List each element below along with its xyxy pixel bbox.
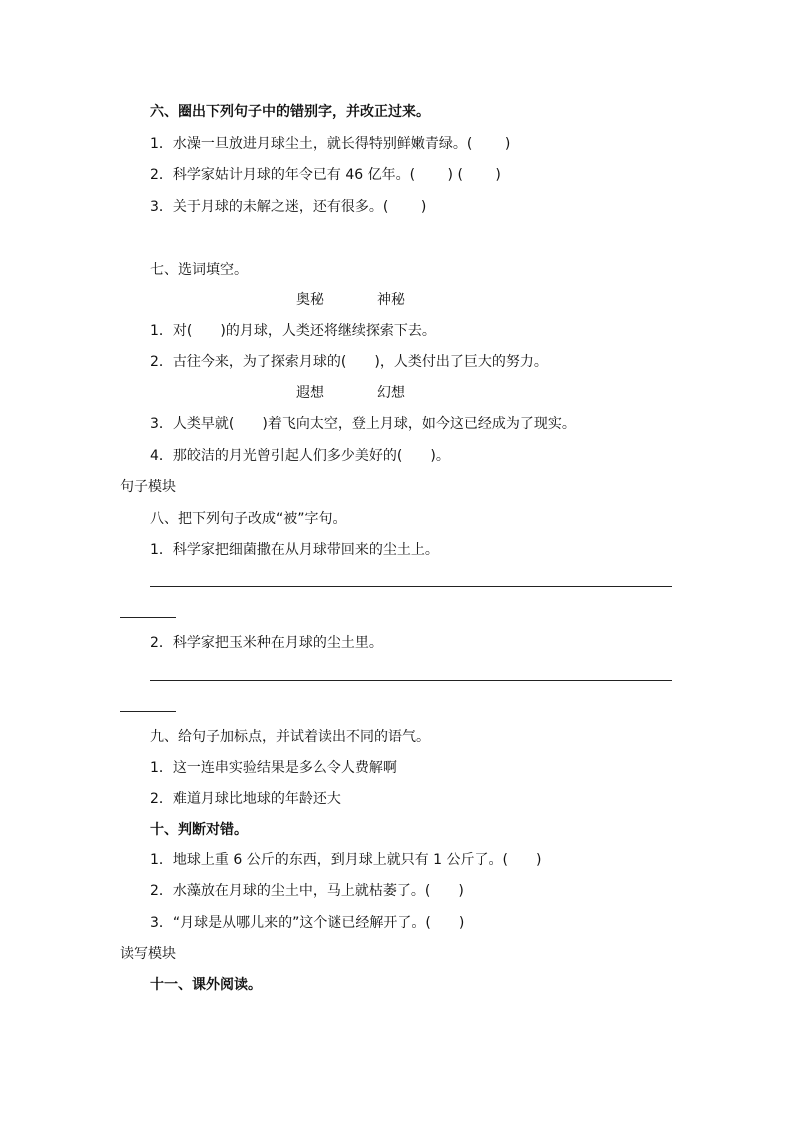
- word-option-aomi: 奥秘: [296, 292, 324, 308]
- word-option-shenmi: 神秘: [377, 292, 405, 308]
- section11-heading: 十一、课外阅读。: [150, 977, 262, 993]
- section6-heading: 六、圈出下列句子中的错别字，并改正过来。: [150, 104, 430, 120]
- section7-item-3: 3．人类早就( )着飞向太空，登上月球，如今这已经成为了现实。: [150, 416, 576, 432]
- answer-line-2a[interactable]: [150, 680, 672, 681]
- section10-item-2: 2．水藻放在月球的尘土中，马上就枯萎了。( ): [150, 883, 464, 899]
- section8-heading: 八、把下列句子改成“被”字句。: [150, 511, 347, 527]
- section9-item-2: 2．难道月球比地球的年龄还大: [150, 791, 341, 807]
- section6-item-3: 3．关于月球的未解之迷，还有很多。( ): [150, 199, 427, 215]
- answer-line-2b[interactable]: [120, 711, 176, 712]
- section8-item-1: 1．科学家把细菌撒在从月球带回来的尘土上。: [150, 542, 439, 558]
- section7-item-2: 2．古往今来，为了探索月球的( )，人类付出了巨大的努力。: [150, 354, 548, 370]
- word-option-xiaxiang: 遐想: [296, 385, 324, 401]
- module-title-reading: 读写模块: [120, 946, 176, 962]
- section10-item-3: 3．“月球是从哪儿来的”这个谜已经解开了。( ): [150, 915, 465, 931]
- section10-heading: 十、判断对错。: [150, 822, 248, 838]
- section6-item-1: 1．水澡一旦放进月球尘土，就长得特别鲜嫩青绿。( ): [150, 136, 511, 152]
- section9-item-1: 1．这一连串实验结果是多么令人费解啊: [150, 760, 397, 776]
- section7-item-4: 4．那皎洁的月光曾引起人们多少美好的( )。: [150, 448, 450, 464]
- section9-heading: 九、给句子加标点，并试着读出不同的语气。: [150, 729, 430, 745]
- answer-line-1b[interactable]: [120, 617, 176, 618]
- answer-line-1a[interactable]: [150, 586, 672, 587]
- module-title-sentence: 句子模块: [120, 479, 176, 495]
- section6-item-2: 2．科学家姑计月球的年令已有 46 亿年。( ) ( ): [150, 167, 501, 183]
- section7-heading: 七、选词填空。: [150, 262, 248, 278]
- section7-item-1: 1．对( )的月球，人类还将继续探索下去。: [150, 323, 436, 339]
- section8-item-2: 2．科学家把玉米种在月球的尘土里。: [150, 635, 383, 651]
- word-option-huanxiang: 幻想: [377, 385, 405, 401]
- section10-item-1: 1．地球上重 6 公斤的东西，到月球上就只有 1 公斤了。( ): [150, 852, 542, 868]
